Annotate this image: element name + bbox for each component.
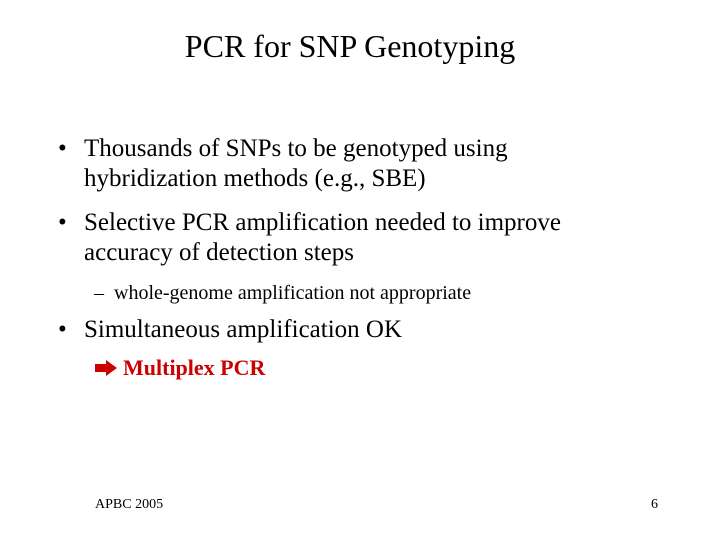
slide-title: PCR for SNP Genotyping (184, 28, 516, 64)
bullet-marker: • (58, 316, 67, 343)
bullet-text (84, 315, 402, 345)
sub-bullet-text: whole-genome amplification not appropriate (114, 282, 472, 304)
bullet-line: Selective PCR amplification needed to improve (84, 209, 561, 236)
bullet-line: Thousands of SNPs to be genotyped using (84, 135, 508, 162)
bullet-marker: • (58, 135, 67, 162)
sub-bullet-marker: – (94, 282, 104, 304)
bullet-text (84, 208, 561, 268)
bullet-line: hybridization methods (e.g., SBE) (84, 165, 426, 192)
bullet-line: Simultaneous amplification OK (84, 316, 403, 343)
page-number: 6 (651, 497, 658, 512)
footer-label: APBC 2005 (95, 497, 164, 512)
bullet-text (84, 134, 508, 194)
callout-text: Multiplex PCR (123, 355, 266, 380)
bullet-marker: • (58, 209, 67, 236)
bullet-line: accuracy of detection steps (84, 239, 355, 266)
right-arrow-icon (94, 359, 118, 377)
